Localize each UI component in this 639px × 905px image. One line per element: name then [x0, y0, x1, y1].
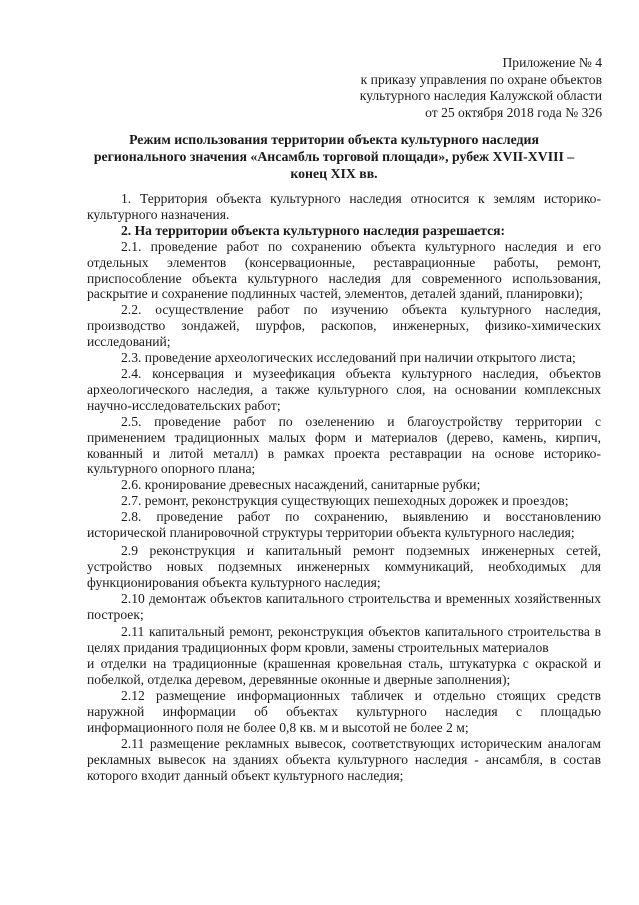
paragraph-1: 1. Территория объекта культурного наследия относится к землям историко-культурного назначения.	[87, 191, 601, 222]
appendix-line-4: от 25 октября 2018 года № 326	[425, 104, 602, 120]
paragraph-2-6: 2.6. кронирование древесных насаждений, санитарные рубки;	[121, 477, 481, 493]
paragraph-2-7: 2.7. ремонт, реконструкция существующих пешеходных дорожек и проездов;	[121, 493, 569, 509]
document-body	[87, 191, 601, 784]
paragraph-2-4: 2.4. консервация и музеефикация объекта культурного наследия, объектов археологического наследия, а также культурного слоя, на основании комплексных научно-исследовательских работ;	[87, 365, 601, 413]
paragraph-2-9: 2.9 реконструкция и капитальный ремонт подземных инженерных сетей, устройство новых подземных инженерных коммуникаций, необходимых для функционирования объекта культурного наследия;	[87, 542, 601, 590]
paragraph-2-5: 2.5. проведение работ по озеленению и благоустройству территории с применением традиционных малых форм и материалов (дерево, камень, кирпич, кованный и литой металл) в рамках проекта реставрации на основе историко-культурного опорного плана;	[87, 413, 601, 477]
paragraph-2-11-b: и отделки на традиционные (крашенная кровельная сталь, штукатурка с окраской и побелкой, отделка деревом, деревянные оконные и дверные заполнения);	[87, 656, 601, 688]
paragraph-2-2: 2.2. осуществление работ по изучению объекта культурного наследия, производство зондажей, шурфов, раскопов, инженерных, физико-химических исследований;	[87, 302, 601, 350]
paragraph-2-3: 2.3. проведение археологических исследований при наличии открытого листа;	[121, 350, 576, 366]
paragraph-2-10: 2.10 демонтаж объектов капитального строительства и временных хозяйственных построек;	[87, 590, 601, 622]
appendix-line-2: к приказу управления по охране объектов	[360, 71, 602, 87]
document-title: Режим использования территории объекта культурного наследия регионального значения «Ансамбль торговой площади», рубеж XVII-XVIII – конец XIX вв.	[93, 132, 575, 181]
paragraph-heading-allowed: 2. На территории объекта культурного наследия разрешается:	[121, 222, 506, 238]
paragraph-2-8: 2.8. проведение работ по сохранению, выявлению и восстановлению исторической планировочной структуры территории объекта культурного наследия;	[87, 509, 601, 541]
paragraph-2-11-a: 2.11 капитальный ремонт, реконструкция объектов капитального строительства в целях придания традиционных форм кровли, замены строительных материалов	[87, 624, 601, 656]
appendix-header	[320, 55, 602, 121]
appendix-line-1: Приложение № 4	[502, 55, 602, 70]
paragraph-2-11-signs: 2.11 размещение рекламных вывесок, соответствующих историческим аналогам рекламных вывесок на зданиях объекта культурного наследия - ансамбля, в состав которого входит данный объект культурного наследия;	[87, 735, 601, 783]
appendix-line-3: культурного наследия Калужской области	[359, 88, 602, 104]
paragraph-2-12: 2.12 размещение информационных табличек и отдельно стоящих средств наружной информации об объектах культурного наследия с площадью информационного поля не более 0,8 кв. м и высотой не более 2 м;	[87, 688, 601, 735]
paragraph-2-1: 2.1. проведение работ по сохранению объекта культурного наследия и его отдельных элементов (консервационные, реставрационные работы, ремонт, приспособление объекта культурного наследия для современного использования, раскрытие и сохранение подлинных частей, элементов, деталей зданий, планировки);	[87, 238, 601, 302]
